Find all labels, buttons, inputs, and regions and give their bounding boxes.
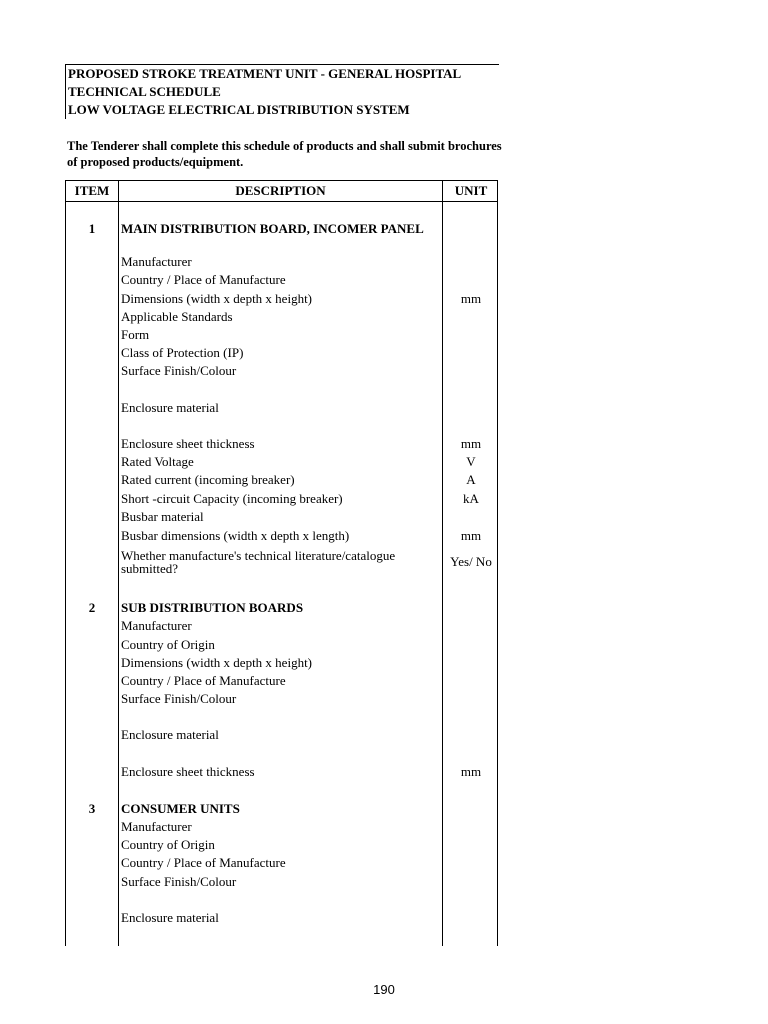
row-description: Enclosure material bbox=[121, 910, 219, 925]
row-unit: A bbox=[466, 472, 476, 487]
row-description: Surface Finish/Colour bbox=[121, 874, 237, 889]
row-description: Manufacturer bbox=[121, 254, 192, 269]
row-unit: mm bbox=[460, 528, 482, 543]
row-unit: Yes/ No bbox=[450, 554, 492, 569]
row-description: Dimensions (width x depth x height) bbox=[121, 291, 313, 306]
column-header-unit: UNIT bbox=[454, 183, 488, 198]
item-number: 3 bbox=[88, 801, 96, 816]
column-header-item: ITEM bbox=[74, 183, 110, 198]
row-description: Surface Finish/Colour bbox=[121, 691, 237, 706]
system-title: LOW VOLTAGE ELECTRICAL DISTRIBUTION SYSTEM bbox=[68, 102, 410, 117]
row-description: Form bbox=[121, 327, 150, 342]
column-divider bbox=[118, 181, 119, 946]
row-description: Whether manufacture's technical literature/catalogue submitted? bbox=[121, 548, 396, 576]
row-description: Applicable Standards bbox=[121, 309, 233, 324]
row-description: Dimensions (width x depth x height) bbox=[121, 655, 313, 670]
tenderer-instruction: The Tenderer shall complete this schedule of products and shall submit brochures of proposed products/equipment. bbox=[67, 139, 502, 169]
row-unit: V bbox=[466, 454, 476, 469]
project-title: PROPOSED STROKE TREATMENT UNIT - GENERAL HOSPITAL bbox=[68, 66, 462, 81]
row-description: Enclosure material bbox=[121, 727, 219, 742]
row-unit: kA bbox=[463, 491, 479, 506]
row-description: Rated current (incoming breaker) bbox=[121, 472, 295, 487]
row-unit: mm bbox=[460, 291, 482, 306]
row-description: Class of Protection (IP) bbox=[121, 345, 244, 360]
row-description: Busbar dimensions (width x depth x length) bbox=[121, 528, 350, 543]
section-title: CONSUMER UNITS bbox=[121, 801, 240, 816]
row-description: Enclosure material bbox=[121, 400, 219, 415]
column-header-description: DESCRIPTION bbox=[235, 183, 326, 198]
header-divider bbox=[66, 201, 497, 202]
row-description: Short -circuit Capacity (incoming breaker) bbox=[121, 491, 343, 506]
row-description: Country of Origin bbox=[121, 837, 215, 852]
row-description: Manufacturer bbox=[121, 618, 192, 633]
row-description: Country / Place of Manufacture bbox=[121, 272, 286, 287]
section-title: SUB DISTRIBUTION BOARDS bbox=[121, 600, 304, 615]
item-number: 2 bbox=[88, 600, 96, 615]
document-header bbox=[65, 64, 499, 119]
row-description: Manufacturer bbox=[121, 819, 192, 834]
page-number: 190 bbox=[373, 982, 395, 997]
row-unit: mm bbox=[460, 436, 482, 451]
row-description: Country of Origin bbox=[121, 637, 215, 652]
row-description: Country / Place of Manufacture bbox=[121, 855, 286, 870]
item-number: 1 bbox=[88, 221, 96, 236]
row-description: Enclosure sheet thickness bbox=[121, 764, 255, 779]
row-description: Country / Place of Manufacture bbox=[121, 673, 286, 688]
section-title: MAIN DISTRIBUTION BOARD, INCOMER PANEL bbox=[121, 221, 424, 236]
row-description: Enclosure sheet thickness bbox=[121, 436, 255, 451]
row-description: Surface Finish/Colour bbox=[121, 363, 237, 378]
technical-schedule-table bbox=[65, 180, 498, 946]
row-unit: mm bbox=[460, 764, 482, 779]
row-description: Rated Voltage bbox=[121, 454, 194, 469]
schedule-title: TECHNICAL SCHEDULE bbox=[68, 84, 221, 99]
row-description: Busbar material bbox=[121, 509, 204, 524]
